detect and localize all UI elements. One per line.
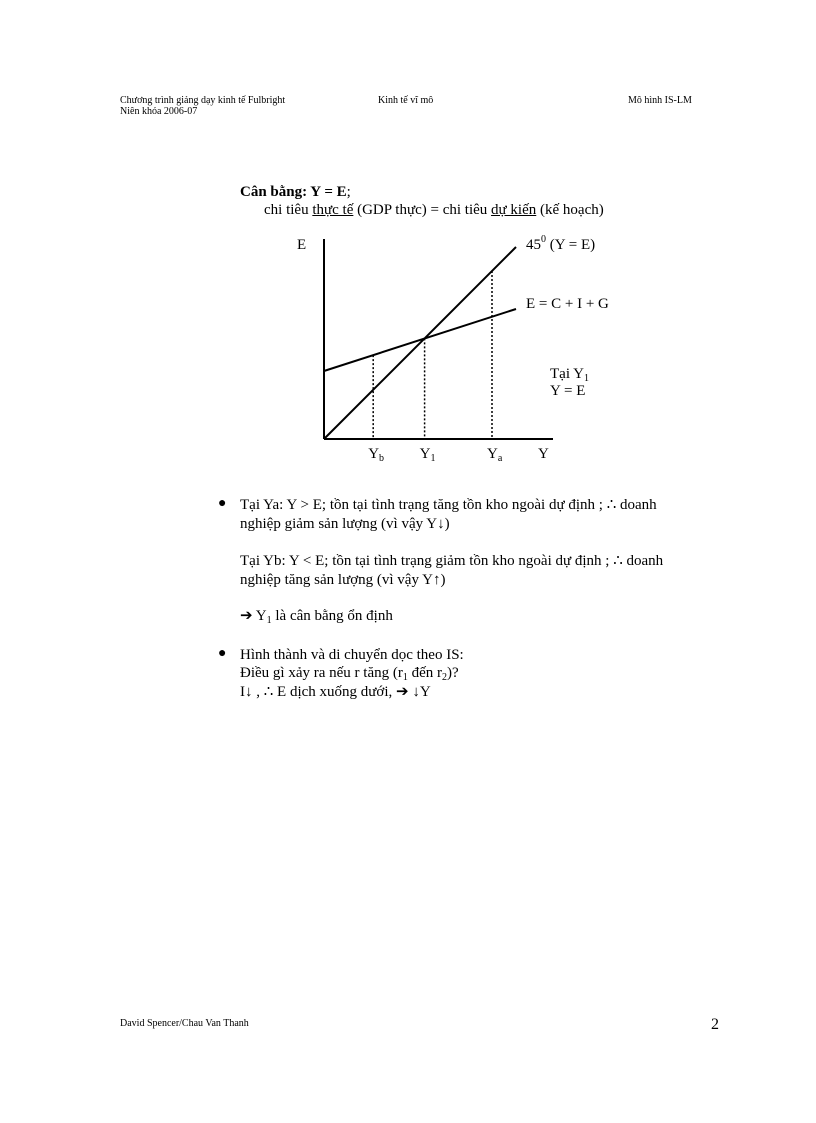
line-aggregate-expenditure	[324, 309, 516, 371]
ya-text-line1: Tại Ya: Y > E; tồn tại tình trạng tăng tồn kho ngoài dự định ; ∴ doanh	[240, 497, 657, 513]
header-topic: Mô hình IS-LM	[628, 95, 692, 106]
bullet-dot: ●	[218, 496, 227, 511]
y-axis-label: E	[297, 237, 307, 253]
is-heading: Hình thành và di chuyển dọc theo IS:	[240, 647, 464, 663]
right-arrow-icon: ➔	[240, 608, 253, 624]
tick-label-yb: $Y_b$	[368, 446, 385, 464]
tick-label-y1: $Y_1$	[419, 446, 436, 464]
tick-label-ya: $Y_a$	[487, 446, 503, 464]
header-course: Kinh tế vĩ mô	[378, 95, 434, 106]
is-question: Điều gì xảy ra nếu r tăng ($r_1$ đến $r_2$)?	[240, 665, 459, 683]
annotation-line2: Y = E	[550, 383, 586, 399]
annotation-line1: Tại $Y_1$	[550, 366, 590, 384]
x-axis-label: Y	[538, 446, 549, 462]
line-45-degree	[324, 247, 516, 439]
header-school-year: Niên khóa 2006-07	[120, 106, 198, 117]
is-answer: I↓ , ∴ E dịch xuống dưới, ➔ ↓Y	[240, 684, 431, 700]
series-label-45: $45^0$ (Y = E)	[526, 234, 596, 253]
footer-author: David Spencer/Chau Van Thanh	[120, 1018, 249, 1029]
header-program: Chương trình giảng dạy kinh tế Fulbright	[120, 95, 286, 106]
yb-text-line2: nghiệp tăng sản lượng (vì vậy Y↑)	[240, 572, 446, 588]
equilibrium-description: chi tiêu thực tế (GDP thực) = chi tiêu dự kiến (kế hoạch)	[264, 202, 604, 218]
ya-text-line2: nghiệp giảm sản lượng (vì vậy Y↓)	[240, 516, 450, 532]
bullet-dot: ●	[218, 646, 227, 661]
page-number: 2	[711, 1016, 719, 1033]
series-label-expenditure: E = C + I + G	[526, 296, 609, 312]
yb-text-line1: Tại Yb: Y < E; tồn tại tình trạng giảm tồn kho ngoài dự định ; ∴ doanh	[240, 553, 664, 569]
conclusion-text: ➔ $Y_1$ là cân bằng ổn định	[240, 608, 393, 626]
equilibrium-title: Cân bằng: Y = E;	[240, 184, 351, 200]
